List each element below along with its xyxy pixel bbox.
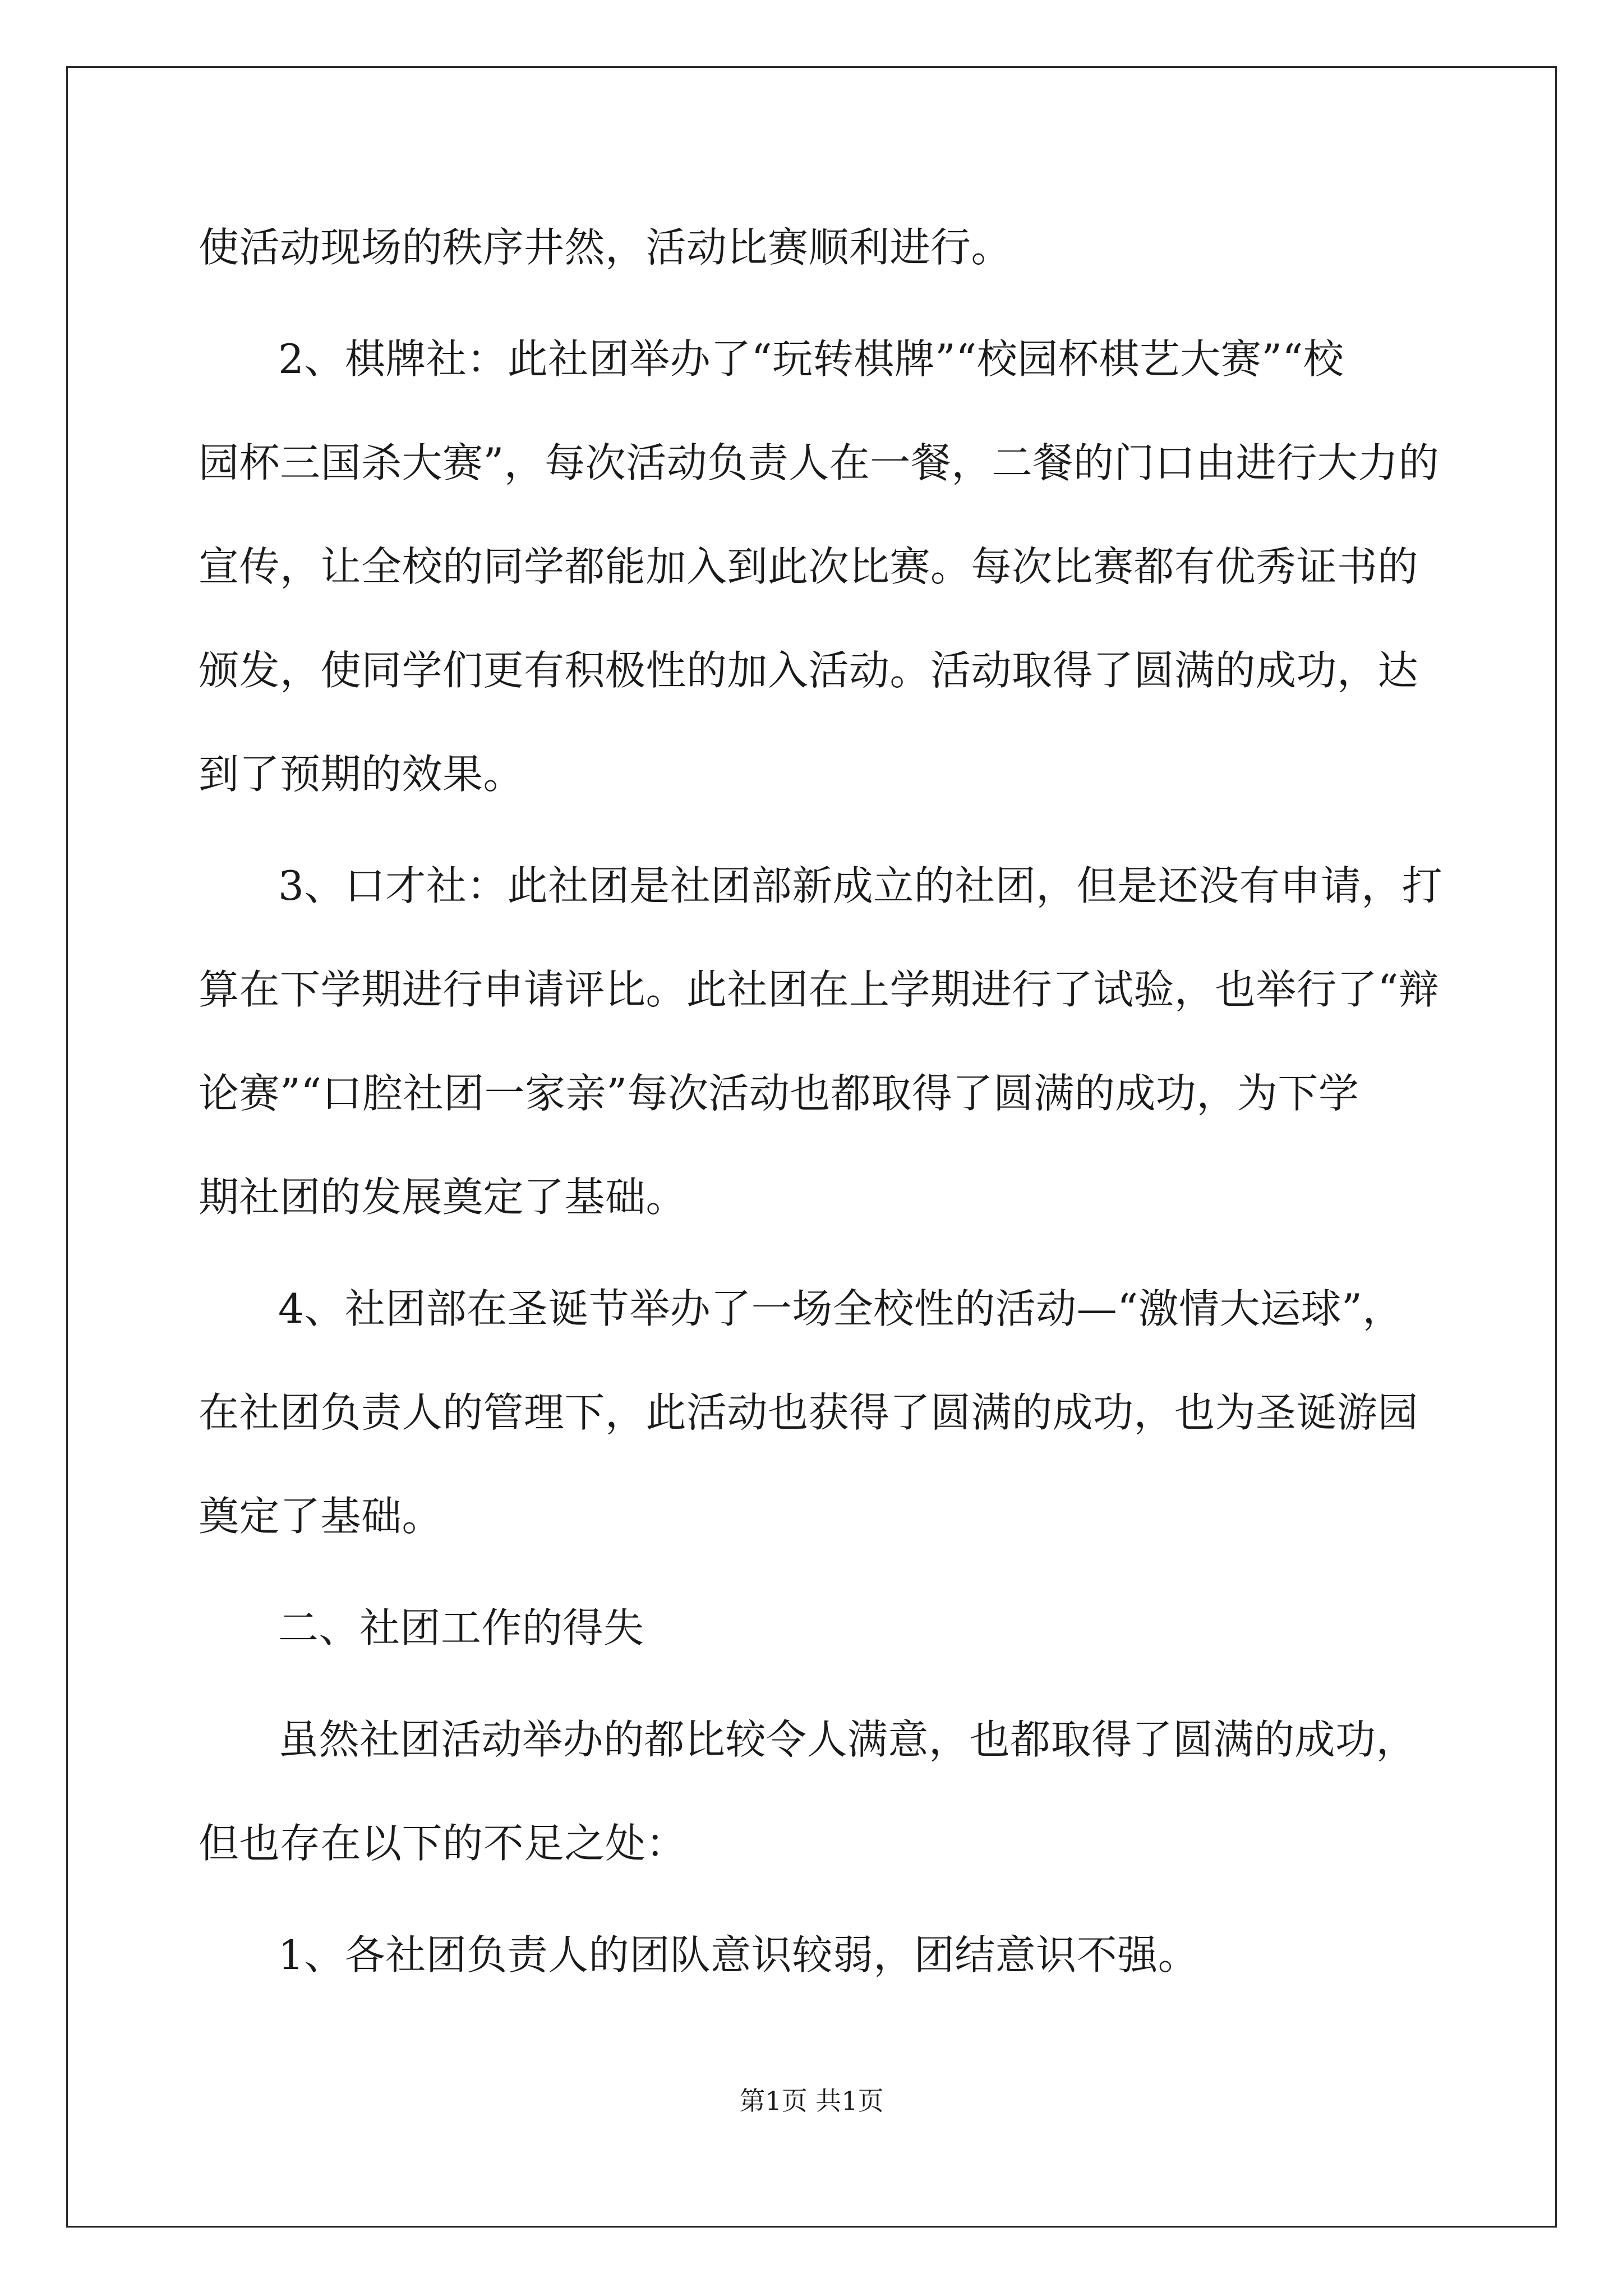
paragraph-line: 颁发，使同学们更有积极性的加入活动。活动取得了圆满的成功，达 [199,647,1419,694]
paragraph-line: 奠定了基础。 [199,1493,443,1540]
paragraph-line: 2、棋牌社：此社团举办了“玩转棋牌”“校园杯棋艺大赛”“校 [278,335,1344,383]
paragraph-line: 宣传，让全校的同学都能加入到此次比赛。每次比赛都有优秀证书的 [199,543,1419,590]
paragraph-line: 到了预期的效果。 [199,751,524,798]
paragraph-line: 虽然社团活动举办的都比较令人满意，也都取得了圆满的成功， [278,1716,1417,1763]
paragraph-line: 算在下学期进行申请评比。此社团在上学期进行了试验，也举行了“辩 [199,966,1440,1013]
paragraph-line: 1、各社团负责人的团队意识较弱，团结意识不强。 [278,1931,1199,1978]
paragraph-line: 4、社团部在圣诞节举办了一场全校性的活动—“激情大运球”， [278,1285,1403,1332]
paragraph-line: 3、口才社：此社团是社团部新成立的社团，但是还没有申请，打 [278,862,1443,909]
paragraph-line: 但也存在以下的不足之处： [199,1820,687,1867]
paragraph-line: 论赛”“口腔社团一家亲”每次活动也都取得了圆满的成功，为下学 [199,1070,1359,1117]
paragraph-line: 在社团负责人的管理下，此活动也获得了圆满的成功，也为圣诞游园 [199,1389,1419,1436]
paragraph-line: 期社团的发展奠定了基础。 [199,1174,687,1221]
section-heading: 二、社团工作的得失 [278,1604,644,1651]
page-footer: 第1页 共1页 [739,2086,884,2116]
paragraph-line: 使活动现场的秩序井然，活动比赛顺利进行。 [199,224,1012,271]
paragraph-line: 园杯三国杀大赛”，每次活动负责人在一餐，二餐的门口由进行大力的 [199,439,1440,486]
